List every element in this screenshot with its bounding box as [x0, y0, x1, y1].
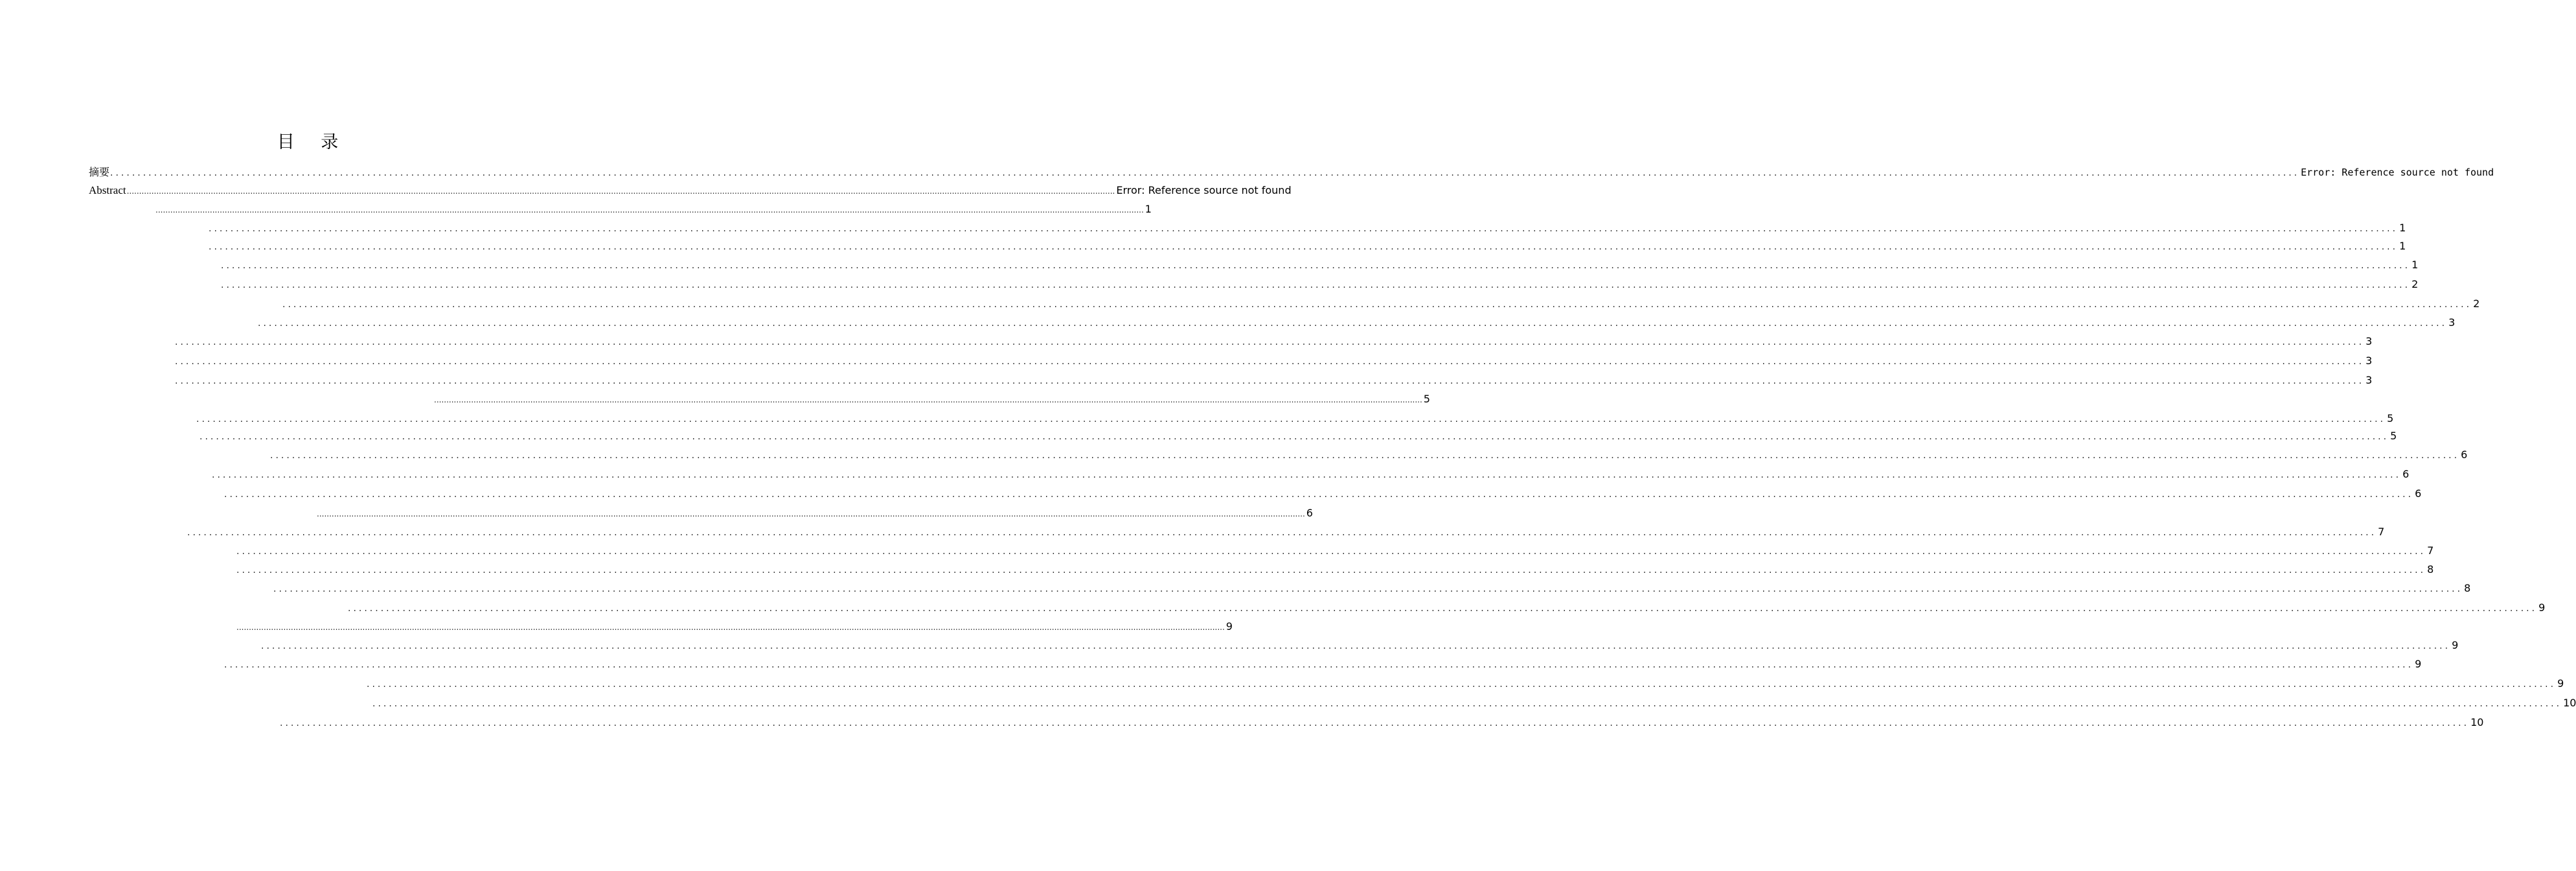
toc-entry[interactable]	[273, 579, 2471, 595]
toc-leader: ................................................................................................................................................................................................................................................................................................................................................................................................................	[317, 509, 1305, 518]
toc-entry-page: 3	[2448, 316, 2456, 329]
toc-leader: ................................................................................................................................................................................................................................................................................................................................................................................................................	[126, 187, 1115, 196]
toc-entry[interactable]	[221, 275, 2419, 291]
toc-entry-page: 10	[2563, 697, 2576, 709]
toc-entry-page: 9	[2452, 639, 2459, 651]
toc-entry-page: 9	[2415, 658, 2422, 670]
toc-leader: ................................................................................................................................................................................................................................................................................................................................................................................................................	[273, 584, 2463, 594]
toc-entry-page: 6	[2402, 468, 2410, 480]
toc-entry[interactable]	[236, 542, 2434, 557]
toc-entry[interactable]	[224, 485, 2422, 500]
toc-leader: ................................................................................................................................................................................................................................................................................................................................................................................................................	[236, 623, 1225, 632]
toc-entry[interactable]	[372, 694, 2576, 710]
toc-entry-abstract-cn[interactable]	[89, 163, 2494, 179]
toc-entry-page: 9	[2557, 677, 2564, 690]
toc-leader: ................................................................................................................................................................................................................................................................................................................................................................................................................	[155, 205, 1144, 215]
toc-leader: ................................................................................................................................................................................................................................................................................................................................................................................................................	[367, 679, 2557, 690]
toc-entry[interactable]	[221, 256, 2419, 272]
toc-entry-page: 5	[1423, 393, 1430, 405]
toc-entry-page: 6	[1306, 507, 1313, 519]
toc-entry[interactable]	[187, 523, 2385, 539]
toc-entry[interactable]	[317, 504, 1313, 520]
toc-entry[interactable]	[236, 618, 1233, 633]
toc-entry-page: 6	[2415, 487, 2422, 500]
toc-entry[interactable]	[261, 636, 2459, 652]
toc-entry-page: 1	[2399, 222, 2406, 234]
toc-entry-page: Error: Reference source not found	[2301, 167, 2494, 178]
toc-entry-page: 5	[2390, 430, 2397, 442]
toc-leader: ................................................................................................................................................................................................................................................................................................................................................................................................................	[270, 450, 2460, 461]
toc-entry-page: 5	[2387, 412, 2394, 424]
toc-leader: ................................................................................................................................................................................................................................................................................................................................................................................................................	[282, 299, 2472, 310]
toc-leader: ................................................................................................................................................................................................................................................................................................................................................................................................................	[187, 528, 2377, 538]
toc-entry-page: 3	[2365, 335, 2373, 347]
toc-leader: ................................................................................................................................................................................................................................................................................................................................................................................................................	[175, 337, 2365, 347]
toc-entry[interactable]	[258, 314, 2456, 329]
toc-leader: ................................................................................................................................................................................................................................................................................................................................................................................................................	[348, 603, 2538, 614]
toc-leader: ................................................................................................................................................................................................................................................................................................................................................................................................................	[221, 280, 2411, 290]
toc-leader: ................................................................................................................................................................................................................................................................................................................................................................................................................	[236, 546, 2426, 557]
toc-leader: ................................................................................................................................................................................................................................................................................................................................................................................................................	[212, 470, 2402, 480]
toc-entry-page: 3	[2365, 374, 2373, 386]
toc-entry-page: 10	[2470, 716, 2484, 728]
toc-entry[interactable]	[175, 352, 2373, 367]
toc-leader: ................................................................................................................................................................................................................................................................................................................................................................................................................	[224, 489, 2414, 500]
toc-entry[interactable]	[280, 714, 2484, 729]
toc-leader: ................................................................................................................................................................................................................................................................................................................................................................................................................	[434, 395, 1422, 404]
toc-entry[interactable]	[155, 200, 1152, 216]
toc-entry-page: 1	[1145, 203, 1152, 215]
toc-entry-page: Error: Reference source not found	[1116, 184, 1292, 196]
toc-leader: ................................................................................................................................................................................................................................................................................................................................................................................................................	[196, 414, 2386, 424]
toc-entry[interactable]	[367, 675, 2564, 690]
toc-entry-page: 1	[2411, 259, 2419, 271]
toc-entry-page: 2	[2473, 297, 2480, 310]
toc-entry[interactable]	[224, 655, 2422, 671]
toc-entry-page: 3	[2365, 354, 2373, 367]
toc-entry-page: 2	[2411, 278, 2419, 290]
toc-leader: ................................................................................................................................................................................................................................................................................................................................................................................................................	[224, 660, 2414, 670]
toc-leader: ................................................................................................................................................................................................................................................................................................................................................................................................................	[175, 376, 2365, 386]
toc-title: 目 录	[277, 132, 349, 152]
toc-entry[interactable]	[175, 332, 2373, 348]
toc-entry-page: 7	[2427, 544, 2434, 557]
toc-entry[interactable]	[212, 465, 2410, 481]
toc-entry[interactable]	[236, 561, 2434, 576]
toc-entry-label: 摘要	[89, 166, 110, 178]
toc-entry[interactable]	[348, 599, 2546, 614]
toc-leader: ................................................................................................................................................................................................................................................................................................................................................................................................................	[199, 432, 2389, 442]
toc-entry[interactable]	[434, 390, 1430, 406]
toc-leader: ................................................................................................................................................................................................................................................................................................................................................................................................................	[236, 565, 2426, 575]
toc-entry-page: 6	[2461, 448, 2468, 461]
toc-entry-page: 9	[1225, 620, 1233, 633]
toc-entry[interactable]	[282, 295, 2480, 310]
toc-leader: ................................................................................................................................................................................................................................................................................................................................................................................................................	[175, 356, 2365, 367]
toc-entry[interactable]	[209, 219, 2406, 235]
toc-leader: ................................................................................................................................................................................................................................................................................................................................................................................................................	[110, 168, 2300, 178]
toc-entry-abstract-en[interactable]	[89, 181, 1292, 197]
toc-leader: ................................................................................................................................................................................................................................................................................................................................................................................................................	[261, 641, 2451, 651]
toc-entry-page: 1	[2399, 240, 2406, 252]
toc-entry[interactable]	[199, 427, 2397, 443]
toc-entry-page: 7	[2378, 526, 2385, 538]
toc-entry[interactable]	[209, 237, 2406, 253]
toc-leader: ................................................................................................................................................................................................................................................................................................................................................................................................................	[221, 261, 2411, 271]
toc-leader: ................................................................................................................................................................................................................................................................................................................................................................................................................	[280, 718, 2470, 728]
toc-leader: ................................................................................................................................................................................................................................................................................................................................................................................................................	[258, 318, 2448, 329]
toc-entry[interactable]	[196, 410, 2394, 425]
toc-leader: ................................................................................................................................................................................................................................................................................................................................................................................................................	[372, 699, 2562, 709]
toc-entry-page: 8	[2464, 582, 2471, 594]
toc-entry-page: 9	[2538, 601, 2546, 614]
toc-entry[interactable]	[270, 446, 2468, 461]
toc-entry[interactable]	[175, 371, 2373, 387]
toc-entry-page: 8	[2427, 563, 2434, 575]
toc-entry-label: Abstract	[89, 184, 126, 196]
toc-leader: ................................................................................................................................................................................................................................................................................................................................................................................................................	[209, 242, 2399, 252]
toc-leader: ................................................................................................................................................................................................................................................................................................................................................................................................................	[209, 224, 2399, 234]
